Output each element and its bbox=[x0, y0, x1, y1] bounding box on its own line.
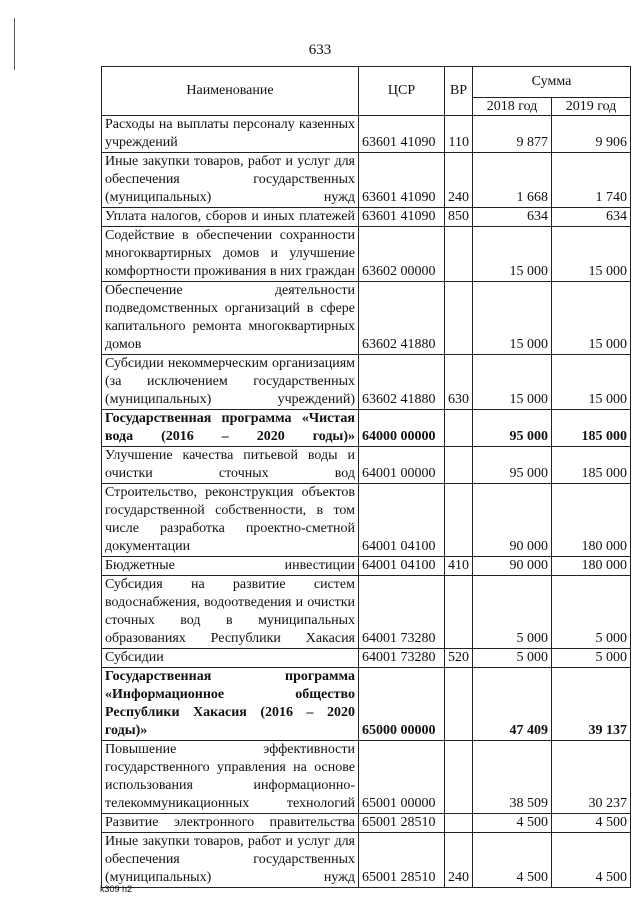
row-csr: 64001 73280 bbox=[359, 649, 445, 668]
header-row bbox=[102, 67, 631, 98]
row-csr: 64001 00000 bbox=[359, 447, 445, 484]
row-vr bbox=[445, 484, 473, 557]
row-vr: 630 bbox=[445, 355, 473, 410]
row-sum-2018: 90 000 bbox=[473, 557, 552, 576]
page-number: 633 bbox=[308, 42, 332, 58]
row-csr: 63602 41880 bbox=[359, 282, 445, 355]
row-name: Иные закупки товаров, работ и услуг для обеспечения государственных (муниципальных) нужд bbox=[102, 153, 359, 208]
table-row bbox=[102, 116, 631, 153]
row-sum-2019: 5 000 bbox=[552, 576, 631, 649]
row-name: Субсидии bbox=[102, 649, 359, 668]
row-sum-2018: 4 500 bbox=[473, 814, 552, 833]
row-name: Бюджетные инвестиции bbox=[102, 557, 359, 576]
row-sum-2018: 5 000 bbox=[473, 649, 552, 668]
row-sum-2019: 1 740 bbox=[552, 153, 631, 208]
row-name: Субсидия на развитие систем водоснабжения, водоотведения и очистки сточных вод в муниципальных образованиях Республики Хакасия bbox=[102, 576, 359, 649]
row-sum-2018: 95 000 bbox=[473, 410, 552, 447]
row-sum-2018: 38 509 bbox=[473, 741, 552, 814]
header-sum: Сумма bbox=[473, 67, 631, 98]
row-sum-2019: 180 000 bbox=[552, 484, 631, 557]
row-sum-2019: 4 500 bbox=[552, 814, 631, 833]
row-csr: 65001 28510 bbox=[359, 814, 445, 833]
row-name: Улучшение качества питьевой воды и очистки сточных вод bbox=[102, 447, 359, 484]
row-vr bbox=[445, 741, 473, 814]
row-csr: 64001 73280 bbox=[359, 576, 445, 649]
row-name: Строительство, реконструкция объектов государственной собственности, в том числе разработка проектно-сметной документации bbox=[102, 484, 359, 557]
row-name: Развитие электронного правительства bbox=[102, 814, 359, 833]
table-row bbox=[102, 484, 631, 557]
row-sum-2019: 15 000 bbox=[552, 355, 631, 410]
row-sum-2019: 634 bbox=[552, 208, 631, 227]
table-row bbox=[102, 410, 631, 447]
row-sum-2019: 185 000 bbox=[552, 410, 631, 447]
table-row bbox=[102, 668, 631, 741]
header-name: Наименование bbox=[102, 67, 359, 116]
row-vr bbox=[445, 576, 473, 649]
row-csr: 64001 04100 bbox=[359, 557, 445, 576]
row-sum-2018: 634 bbox=[473, 208, 552, 227]
row-sum-2019: 15 000 bbox=[552, 227, 631, 282]
row-vr bbox=[445, 668, 473, 741]
table-row bbox=[102, 282, 631, 355]
row-name: Уплата налогов, сборов и иных платежей bbox=[102, 208, 359, 227]
budget-table bbox=[101, 66, 631, 888]
row-csr: 63601 41090 bbox=[359, 116, 445, 153]
row-sum-2018: 95 000 bbox=[473, 447, 552, 484]
row-vr: 850 bbox=[445, 208, 473, 227]
row-sum-2018: 5 000 bbox=[473, 576, 552, 649]
row-csr: 65001 00000 bbox=[359, 741, 445, 814]
row-csr: 65000 00000 bbox=[359, 668, 445, 741]
header-vr: ВР bbox=[445, 67, 473, 116]
table-row bbox=[102, 814, 631, 833]
table-row bbox=[102, 153, 631, 208]
row-name: Обеспечение деятельности подведомственных организаций в сфере капитального ремонта многоквартирных домов bbox=[102, 282, 359, 355]
row-vr: 110 bbox=[445, 116, 473, 153]
row-vr: 240 bbox=[445, 153, 473, 208]
table-row bbox=[102, 576, 631, 649]
row-vr bbox=[445, 282, 473, 355]
row-sum-2018: 15 000 bbox=[473, 227, 552, 282]
footer-code: k309 h2 bbox=[100, 884, 133, 894]
row-sum-2019: 4 500 bbox=[552, 833, 631, 888]
row-csr: 63602 41880 bbox=[359, 355, 445, 410]
row-vr bbox=[445, 410, 473, 447]
header-csr: ЦСР bbox=[359, 67, 445, 116]
row-csr: 64001 04100 bbox=[359, 484, 445, 557]
row-sum-2018: 9 877 bbox=[473, 116, 552, 153]
row-sum-2019: 5 000 bbox=[552, 649, 631, 668]
row-csr: 64000 00000 bbox=[359, 410, 445, 447]
table-row bbox=[102, 355, 631, 410]
row-csr: 63602 00000 bbox=[359, 227, 445, 282]
row-name: Расходы на выплаты персоналу казенных учреждений bbox=[102, 116, 359, 153]
table-row bbox=[102, 557, 631, 576]
row-sum-2018: 4 500 bbox=[473, 833, 552, 888]
row-sum-2018: 15 000 bbox=[473, 282, 552, 355]
row-csr: 63601 41090 bbox=[359, 153, 445, 208]
row-vr: 520 bbox=[445, 649, 473, 668]
row-sum-2019: 30 237 bbox=[552, 741, 631, 814]
row-sum-2018: 1 668 bbox=[473, 153, 552, 208]
row-sum-2019: 9 906 bbox=[552, 116, 631, 153]
row-name: Государственная программа «Информационное общество Республики Хакасия (2016 – 2020 годы)» bbox=[102, 668, 359, 741]
header-year-2019: 2019 год bbox=[552, 98, 631, 116]
row-vr: 410 bbox=[445, 557, 473, 576]
row-sum-2019: 15 000 bbox=[552, 282, 631, 355]
table-row bbox=[102, 741, 631, 814]
table-row bbox=[102, 447, 631, 484]
row-name: Иные закупки товаров, работ и услуг для обеспечения государственных (муниципальных) нужд bbox=[102, 833, 359, 888]
row-name: Субсидии некоммерческим организациям (за исключением государственных (муниципальных) учреждений) bbox=[102, 355, 359, 410]
row-sum-2018: 90 000 bbox=[473, 484, 552, 557]
row-csr: 63601 41090 bbox=[359, 208, 445, 227]
table-row bbox=[102, 649, 631, 668]
row-name: Государственная программа «Чистая вода (2016 – 2020 годы)» bbox=[102, 410, 359, 447]
row-vr: 240 bbox=[445, 833, 473, 888]
row-sum-2018: 15 000 bbox=[473, 355, 552, 410]
row-vr bbox=[445, 447, 473, 484]
row-sum-2019: 180 000 bbox=[552, 557, 631, 576]
row-name: Повышение эффективности государственного управления на основе использования информационно-телекоммуникационных технологий bbox=[102, 741, 359, 814]
row-sum-2018: 47 409 bbox=[473, 668, 552, 741]
table-row bbox=[102, 227, 631, 282]
row-sum-2019: 39 137 bbox=[552, 668, 631, 741]
table-row bbox=[102, 208, 631, 227]
header-year-2018: 2018 год bbox=[473, 98, 552, 116]
table-row bbox=[102, 833, 631, 888]
row-name: Содействие в обеспечении сохранности многоквартирных домов и улучшение комфортности проживания в них граждан bbox=[102, 227, 359, 282]
row-sum-2019: 185 000 bbox=[552, 447, 631, 484]
row-csr: 65001 28510 bbox=[359, 833, 445, 888]
row-vr bbox=[445, 814, 473, 833]
table-body bbox=[102, 116, 631, 888]
row-vr bbox=[445, 227, 473, 282]
